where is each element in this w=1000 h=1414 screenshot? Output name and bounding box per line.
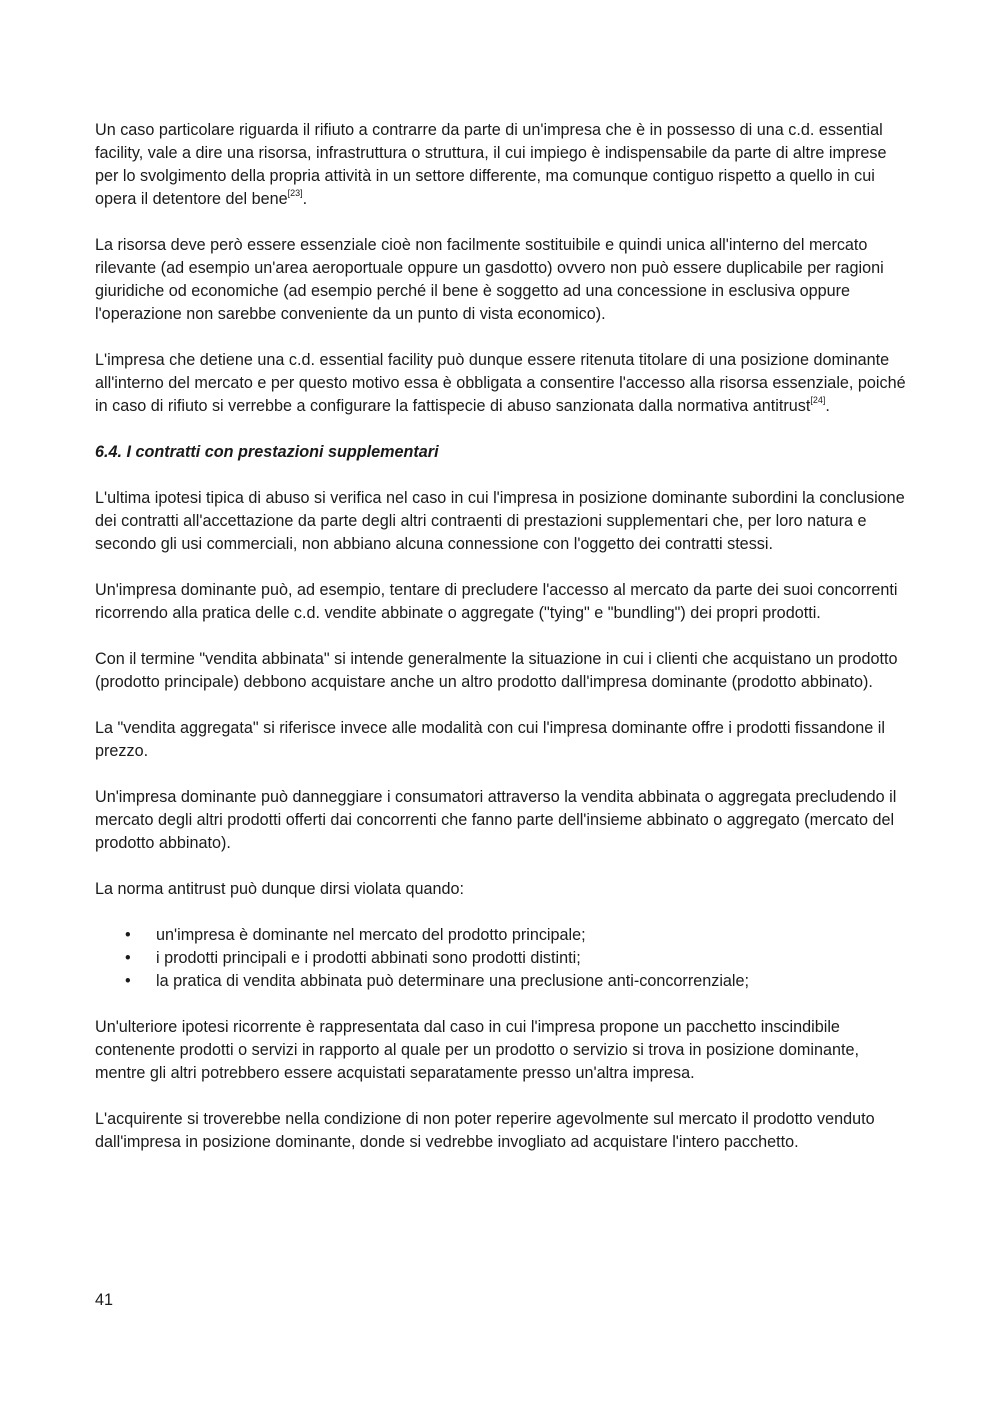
paragraph-acquirente: L'acquirente si troverebbe nella condizione di non poter reperire agevolmente sul mercato il prodotto venduto dall'impresa in posizione dominante, donde si vedrebbe invogliato ad acquistare l'intero pacchetto.	[95, 1110, 875, 1151]
footnote-link-24[interactable]: [24]	[810, 394, 826, 405]
bullet-icon: •	[125, 949, 131, 967]
list-item	[95, 947, 910, 970]
list-item	[95, 924, 910, 947]
list-item	[95, 970, 910, 993]
footnote-link-23[interactable]: [23]	[287, 187, 303, 198]
paragraph-essential-facility	[95, 119, 910, 211]
paragraph-risorsa: La risorsa deve però essere essenziale cioè non facilmente sostituibile e quindi unica all'interno del mercato rilevante (ad esempio un'area aeroportuale oppure un gasdotto) ovvero non può essere duplicabile per ragioni giuridiche od economiche (ad esempio perché il bene è soggetto ad una concessione in esclusiva oppure l'operazione non sarebbe conveniente da un punto di vista economico).	[95, 236, 884, 323]
paragraph-end: .	[302, 190, 308, 208]
document-page	[95, 119, 910, 1177]
paragraph-ultima-ipotesi: L'ultima ipotesi tipica di abuso si verifica nel caso in cui l'impresa in posizione dominante subordini la conclusione dei contratti all'accettazione da parte degli altri contraenti di prestazioni supplementari che, per loro natura e secondo gli usi commerciali, non abbiano alcuna connessione con l'oggetto dei contratti stessi.	[95, 489, 905, 553]
paragraph-norma-antitrust: La norma antitrust può dunque dirsi violata quando:	[95, 880, 464, 898]
paragraph-text: L'impresa che detiene una c.d. essential facility può dunque essere ritenuta titolare di una posizione dominante all'interno del mercato e per questo motivo essa è obbligata a consentire l'accesso alla risorsa essenziale, poiché in caso di rifiuto si verrebbe a configurare la fattispecie di abuso sanzionata dalla normativa antitrust	[95, 351, 906, 415]
page-number: 41	[95, 1291, 114, 1309]
paragraph-posizione-dominante	[95, 349, 910, 418]
paragraph-vendita-abbinata: Con il termine "vendita abbinata" si intende generalmente la situazione in cui i clienti che acquistano un prodotto (prodotto principale) debbono acquistare anche un altro prodotto dall'impresa dominante (prodotto abbinato).	[95, 650, 898, 691]
list-item-text: la pratica di vendita abbinata può determinare una preclusione anti-concorrenziale;	[156, 972, 750, 990]
paragraph-text: Un caso particolare riguarda il rifiuto a contrarre da parte di un'impresa che è in possesso di una c.d. essential facility, vale a dire una risorsa, infrastruttura o struttura, il cui impiego è indispensabile da parte di altre imprese per lo svolgimento della propria attività in un settore differente, ma comunque contiguo rispetto a quello in cui opera il detentore del bene	[95, 121, 887, 208]
paragraph-pacchetto-inscindibile: Un'ulteriore ipotesi ricorrente è rappresentata dal caso in cui l'impresa propone un pacchetto inscindibile contenente prodotti o servizi in rapporto al quale per un prodotto o servizio si trova in posizione dominante, mentre gli altri potrebbero essere acquistati separatamente presso un'altra impresa.	[95, 1018, 859, 1082]
paragraph-vendita-aggregata: La "vendita aggregata" si riferisce invece alle modalità con cui l'impresa dominante offre i prodotti fissandone il prezzo.	[95, 719, 885, 760]
paragraph-end: .	[825, 397, 830, 415]
list-item-text: un'impresa è dominante nel mercato del prodotto principale;	[156, 926, 586, 944]
bullet-icon: •	[125, 972, 131, 990]
conditions-list	[95, 924, 910, 993]
section-heading: 6.4. I contratti con prestazioni supplementari	[95, 443, 439, 461]
paragraph-danneggiare-consumatori: Un'impresa dominante può danneggiare i consumatori attraverso la vendita abbinata o aggregata precludendo il mercato degli altri prodotti offerti dai concorrenti che fanno parte dell'insieme abbinato o aggregato (mercato del prodotto abbinato).	[95, 788, 897, 852]
list-item-text: i prodotti principali e i prodotti abbinati sono prodotti distinti;	[156, 949, 581, 967]
bullet-icon: •	[125, 926, 131, 944]
paragraph-impresa-dominante: Un'impresa dominante può, ad esempio, tentare di precludere l'accesso al mercato da parte dei suoi concorrenti ricorrendo alla pratica delle c.d. vendite abbinate o aggregate ("tying" e "bundling") dei propri prodotti.	[95, 581, 898, 622]
